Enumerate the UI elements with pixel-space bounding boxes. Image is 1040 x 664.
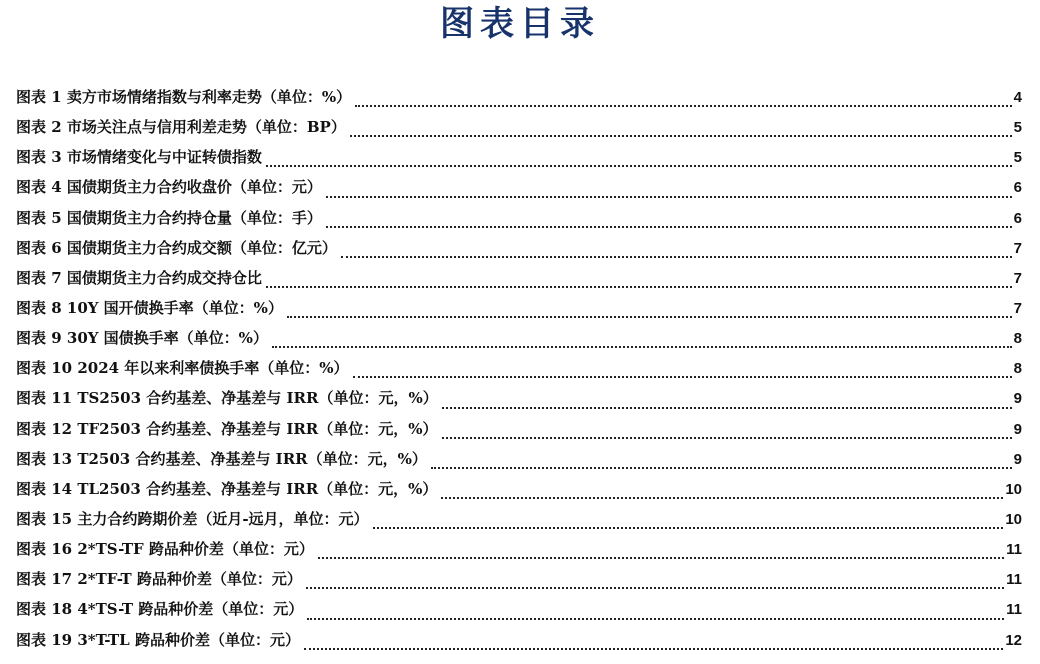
toc-entry-page-number: 5 — [1013, 149, 1022, 167]
toc-entry-label: 图表 12 TF2503 合约基差、净基差与 IRR（单位：元，%） — [16, 419, 438, 438]
toc-entry-page-number: 9 — [1013, 390, 1022, 408]
dot-leader — [442, 429, 1012, 439]
toc-entry[interactable] — [16, 357, 1022, 387]
dot-leader — [373, 519, 1004, 529]
toc-entry[interactable] — [16, 176, 1022, 206]
toc-entry-page-number: 4 — [1013, 89, 1022, 106]
toc-entry-label: 图表 17 2*TF-T 跨品种价差（单位：元） — [16, 570, 302, 589]
toc-entry-page-number: 8 — [1013, 360, 1022, 378]
dot-leader — [266, 157, 1012, 167]
toc-entry[interactable] — [16, 538, 1022, 568]
toc-entry-page-number: 7 — [1013, 269, 1022, 287]
toc-entry-page-number: 7 — [1013, 239, 1022, 257]
toc-entry[interactable] — [16, 86, 1022, 116]
toc-entry-label: 图表 10 2024 年以来利率债换手率（单位：%） — [16, 359, 349, 378]
toc-entry-label: 图表 1 卖方市场情绪指数与利率走势（单位：%） — [16, 88, 352, 106]
toc-entry-label: 图表 9 30Y 国债换手率（单位：%） — [16, 329, 268, 348]
dot-leader — [431, 459, 1012, 469]
dot-leader — [350, 127, 1012, 137]
toc-entry[interactable] — [16, 418, 1022, 448]
toc-entry[interactable] — [16, 448, 1022, 478]
dot-leader — [307, 610, 1004, 620]
toc-entry[interactable] — [16, 237, 1022, 267]
toc-entry[interactable] — [16, 598, 1022, 628]
dot-leader — [341, 248, 1012, 258]
toc-entry[interactable] — [16, 207, 1022, 237]
toc-entry-label: 图表 18 4*TS-T 跨品种价差（单位：元） — [16, 600, 304, 619]
toc-entry-label: 图表 4 国债期货主力合约收盘价（单位：元） — [16, 178, 322, 197]
toc-entry-page-number: 6 — [1013, 179, 1022, 197]
toc-entry[interactable] — [16, 568, 1022, 598]
toc-entry-label: 图表 2 市场关注点与信用利差走势（单位：BP） — [16, 118, 346, 137]
toc-entry[interactable] — [16, 478, 1022, 508]
dot-leader — [442, 399, 1012, 409]
toc-entry-label: 图表 15 主力合约跨期价差（近月-远月，单位：元） — [16, 509, 369, 528]
toc-entry-page-number: 10 — [1005, 480, 1022, 498]
page-title: 图表目录 — [440, 4, 600, 44]
toc-entry-label: 图表 3 市场情绪变化与中证转债指数 — [16, 148, 262, 167]
toc-entry[interactable] — [16, 387, 1022, 417]
toc-entry-page-number: 11 — [1006, 571, 1022, 589]
toc-entry-label: 图表 11 TS2503 合约基差、净基差与 IRR（单位：元，%） — [16, 389, 438, 408]
toc-entry-page-number: 8 — [1013, 330, 1022, 348]
toc-entry-page-number: 10 — [1005, 510, 1022, 528]
toc-entry-page-number: 7 — [1013, 299, 1022, 317]
toc-entry-page-number: 9 — [1013, 420, 1022, 438]
dot-leader — [355, 97, 1012, 107]
toc-entry-label: 图表 16 2*TS-TF 跨品种价差（单位：元） — [16, 540, 314, 559]
dot-leader — [353, 368, 1012, 378]
toc-entry-label: 图表 8 10Y 国开债换手率（单位：%） — [16, 298, 283, 317]
toc-entry-label: 图表 6 国债期货主力合约成交额（单位：亿元） — [16, 238, 337, 257]
dot-leader — [287, 308, 1012, 318]
toc-entry-label: 图表 14 TL2503 合约基差、净基差与 IRR（单位：元，%） — [16, 479, 438, 498]
toc-entry[interactable] — [16, 116, 1022, 146]
table-of-figures — [16, 86, 1022, 659]
toc-entry-page-number: 12 — [1005, 631, 1022, 649]
toc-entry-page-number: 9 — [1013, 450, 1022, 468]
dot-leader — [304, 640, 1003, 650]
toc-entry-label: 图表 13 T2503 合约基差、净基差与 IRR（单位：元，%） — [16, 449, 427, 468]
toc-entry[interactable] — [16, 267, 1022, 297]
dot-leader — [318, 549, 1004, 559]
dot-leader — [272, 338, 1012, 348]
toc-entry[interactable] — [16, 297, 1022, 327]
toc-entry-page-number: 11 — [1006, 541, 1022, 559]
toc-entry[interactable] — [16, 508, 1022, 538]
toc-entry-label: 图表 5 国债期货主力合约持仓量（单位：手） — [16, 208, 322, 227]
dot-leader — [266, 278, 1012, 288]
dot-leader — [441, 489, 1003, 499]
dot-leader — [326, 218, 1012, 228]
toc-entry-label: 图表 7 国债期货主力合约成交持仓比 — [16, 268, 262, 287]
toc-entry-page-number: 11 — [1006, 601, 1022, 619]
toc-entry[interactable] — [16, 146, 1022, 176]
toc-entry[interactable] — [16, 327, 1022, 357]
toc-entry-label: 图表 19 3*T-TL 跨品种价差（单位：元） — [16, 630, 300, 649]
toc-entry-page-number: 6 — [1013, 209, 1022, 227]
toc-entry[interactable] — [16, 629, 1022, 659]
toc-entry-page-number: 5 — [1013, 119, 1022, 137]
dot-leader — [306, 579, 1004, 589]
dot-leader — [326, 188, 1012, 198]
